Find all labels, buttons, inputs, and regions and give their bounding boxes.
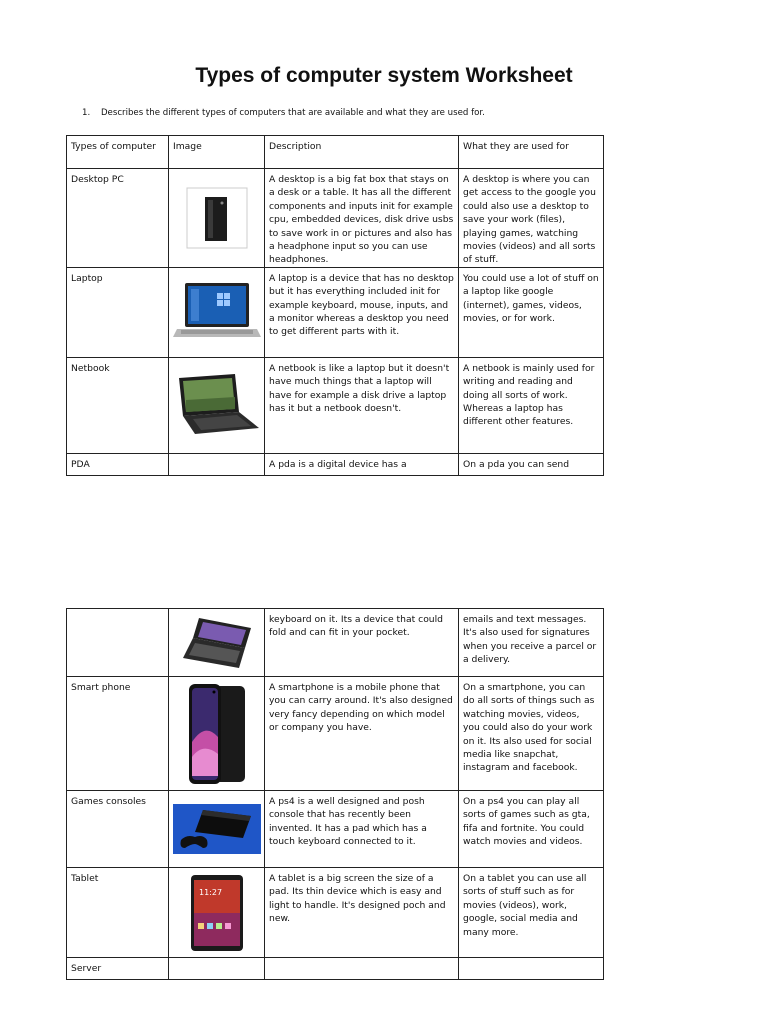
uses-cell: On a pda you can send (459, 453, 604, 475)
description-cell: keyboard on it. Its a device that could fold and can fit in your pocket. (265, 609, 459, 677)
type-cell: Smart phone (67, 677, 169, 791)
description-cell: A desktop is a big fat box that stays on a desk or a table. It has all the different components and inputs init for example cpu, embedded devices, disk drive usbs to save work in or pictures and also has a headphone input so you can use headphones. (265, 169, 459, 268)
question-text: Describes the different types of computers that are available and what they are used for. (100, 108, 485, 118)
table-row (67, 357, 604, 453)
computer-types-table (66, 135, 604, 476)
games-console-icon (173, 804, 261, 854)
uses-cell: You could use a lot of stuff on a laptop like google (internet), games, videos, movies, or for work. (459, 267, 604, 357)
image-cell (169, 453, 265, 475)
tablet-clock: 11:27 (198, 887, 222, 897)
description-cell: A tablet is a big screen the size of a pad. Its thin device which is easy and light to handle. It's designed poch and new. (265, 868, 459, 958)
uses-cell: On a ps4 you can play all sorts of games such as gta, fifa and fortnite. You could watch movies and videos. (459, 791, 604, 868)
table-row (67, 169, 604, 268)
header-description: Description (265, 136, 459, 169)
type-cell: PDA (67, 453, 169, 475)
type-cell (67, 609, 169, 677)
uses-cell: A desktop is where you can get access to the google you could also use a desktop to save your work (files), playing games, watching movies (videos) and all sorts of stuff. (459, 169, 604, 268)
table-row (67, 267, 604, 357)
table-row (67, 791, 604, 868)
image-cell (169, 958, 265, 980)
header-type: Types of computer (67, 136, 169, 169)
tablet-icon (189, 873, 245, 953)
description-cell: A ps4 is a well designed and posh console that has recently been invented. It has a pad which has a touch keyboard connected to it. (265, 791, 459, 868)
desktop-tower-icon (186, 187, 248, 249)
description-cell: A laptop is a device that has no desktop but it has everything included init for example keyboard, mouse, inputs, and a monitor whereas a desktop you need to get different parts with it. (265, 267, 459, 357)
computer-types-table-continued (66, 608, 604, 980)
table-row (67, 609, 604, 677)
smartphone-icon (185, 682, 249, 786)
table-row (67, 958, 604, 980)
description-cell (265, 958, 459, 980)
netbook-icon (173, 372, 261, 438)
table-header-row (67, 136, 604, 169)
type-cell: Server (67, 958, 169, 980)
worksheet-title: Types of computer system Worksheet (195, 64, 573, 87)
pda-keyboard-icon (179, 614, 255, 672)
header-uses: What they are used for (459, 136, 604, 169)
uses-cell: On a tablet you can use all sorts of stuff such as for movies (videos), work, google, social media and many more. (459, 868, 604, 958)
uses-cell: A netbook is mainly used for writing and reading and doing all sorts of work. Whereas a laptop has different other features. (459, 357, 604, 453)
header-image: Image (169, 136, 265, 169)
table-row (67, 868, 604, 958)
type-cell: Desktop PC (67, 169, 169, 268)
table-row (67, 453, 604, 475)
question-number: 1. (82, 108, 91, 118)
description-cell: A pda is a digital device has a (265, 453, 459, 475)
type-cell: Netbook (67, 357, 169, 453)
uses-cell: On a smartphone, you can do all sorts of things such as watching movies, videos, you could also do your work on it. Its also used for social media like snapchat, instagram and facebook. (459, 677, 604, 791)
type-cell: Laptop (67, 267, 169, 357)
uses-cell: emails and text messages. It's also used for signatures when you receive a parcel or a delivery. (459, 609, 604, 677)
question-1 (82, 108, 485, 118)
uses-cell (459, 958, 604, 980)
description-cell: A netbook is like a laptop but it doesn't have much things that a laptop will have for example a disk drive a laptop has it but a netbook doesn't. (265, 357, 459, 453)
type-cell: Tablet (67, 868, 169, 958)
table-row (67, 677, 604, 791)
type-cell: Games consoles (67, 791, 169, 868)
laptop-icon (173, 279, 261, 345)
description-cell: A smartphone is a mobile phone that you can carry around. It's also designed very fancy depending on which model or company you have. (265, 677, 459, 791)
